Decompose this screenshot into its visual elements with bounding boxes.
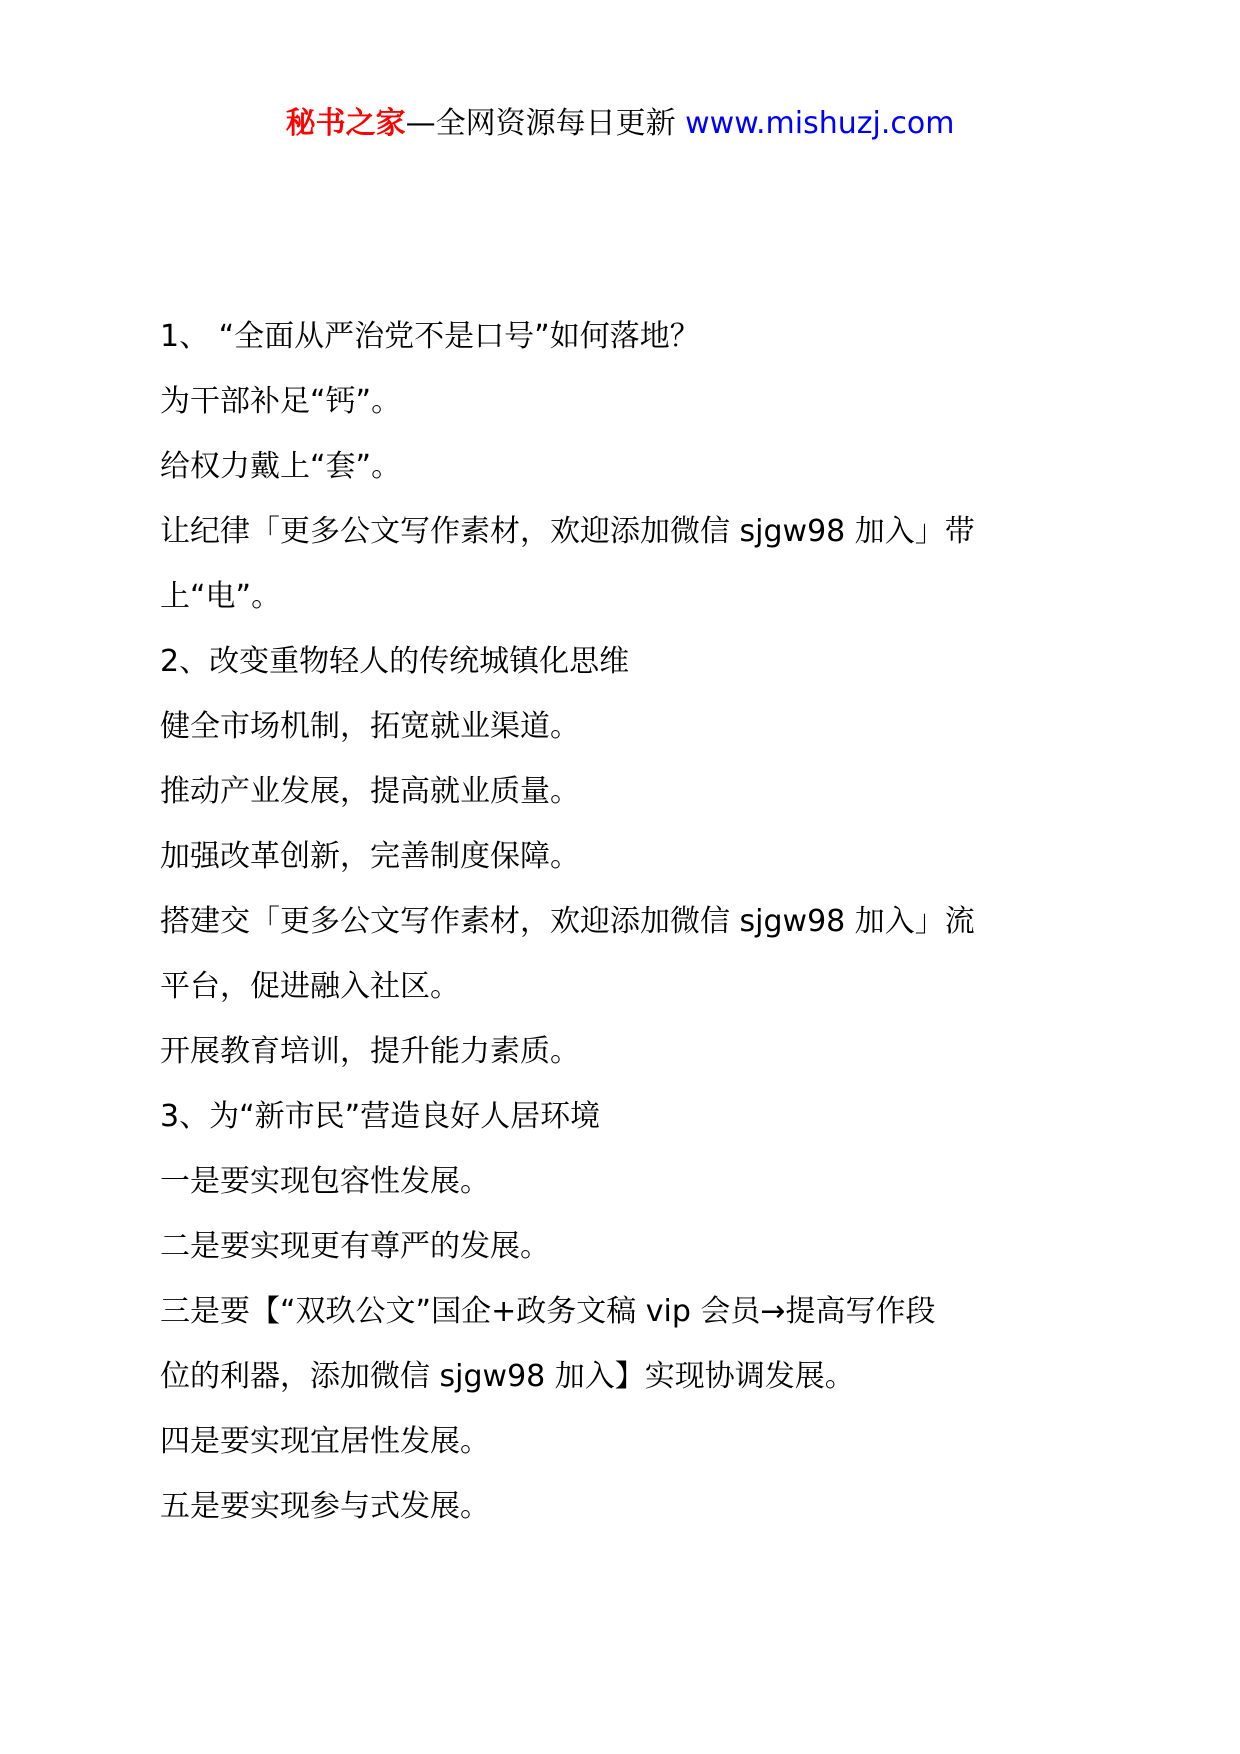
- body-line: 位的利器，添加微信 sjgw98 加入】实现协调发展。: [160, 1359, 855, 1394]
- body-line: 为干部补足“钙”。: [160, 384, 402, 419]
- body-line: 五是要实现参与式发展。: [160, 1489, 490, 1524]
- heading-2: 2、改变重物轻人的传统城镇化思维: [160, 644, 630, 679]
- body-line: 上“电”。: [160, 579, 282, 614]
- body-line: 一是要实现包容性发展。: [160, 1164, 490, 1199]
- page-header: [0, 98, 1240, 150]
- body-line: 搭建交「更多公文写作素材，欢迎添加微信 sjgw98 加入」流: [160, 904, 975, 939]
- header-slogan: —全网资源每日更新: [405, 106, 676, 141]
- heading-3: 3、为“新市民”营造良好人居环境: [160, 1099, 601, 1134]
- body-line: 四是要实现宜居性发展。: [160, 1424, 490, 1459]
- document-body: [160, 304, 1090, 1539]
- body-line: 给权力戴上“套”。: [160, 449, 402, 484]
- body-line: 健全市场机制，拓宽就业渠道。: [160, 709, 580, 744]
- brand-name: 秘书之家: [285, 106, 406, 141]
- body-line: 加强改革创新，完善制度保障。: [160, 839, 580, 874]
- header-url-link[interactable]: www.mishuzj.com: [685, 106, 955, 141]
- body-line: 三是要【“双玖公文”国企+政务文稿 vip 会员→提高写作段: [160, 1294, 936, 1329]
- body-line: 让纪律「更多公文写作素材，欢迎添加微信 sjgw98 加入」带: [160, 514, 975, 549]
- body-line: 平台，促进融入社区。: [160, 969, 460, 1004]
- body-line: 二是要实现更有尊严的发展。: [160, 1229, 550, 1264]
- body-line: 推动产业发展，提高就业质量。: [160, 774, 580, 809]
- body-line: 开展教育培训，提升能力素质。: [160, 1034, 580, 1069]
- heading-1: 1、 “全面从严治党不是口号”如何落地？: [160, 319, 700, 354]
